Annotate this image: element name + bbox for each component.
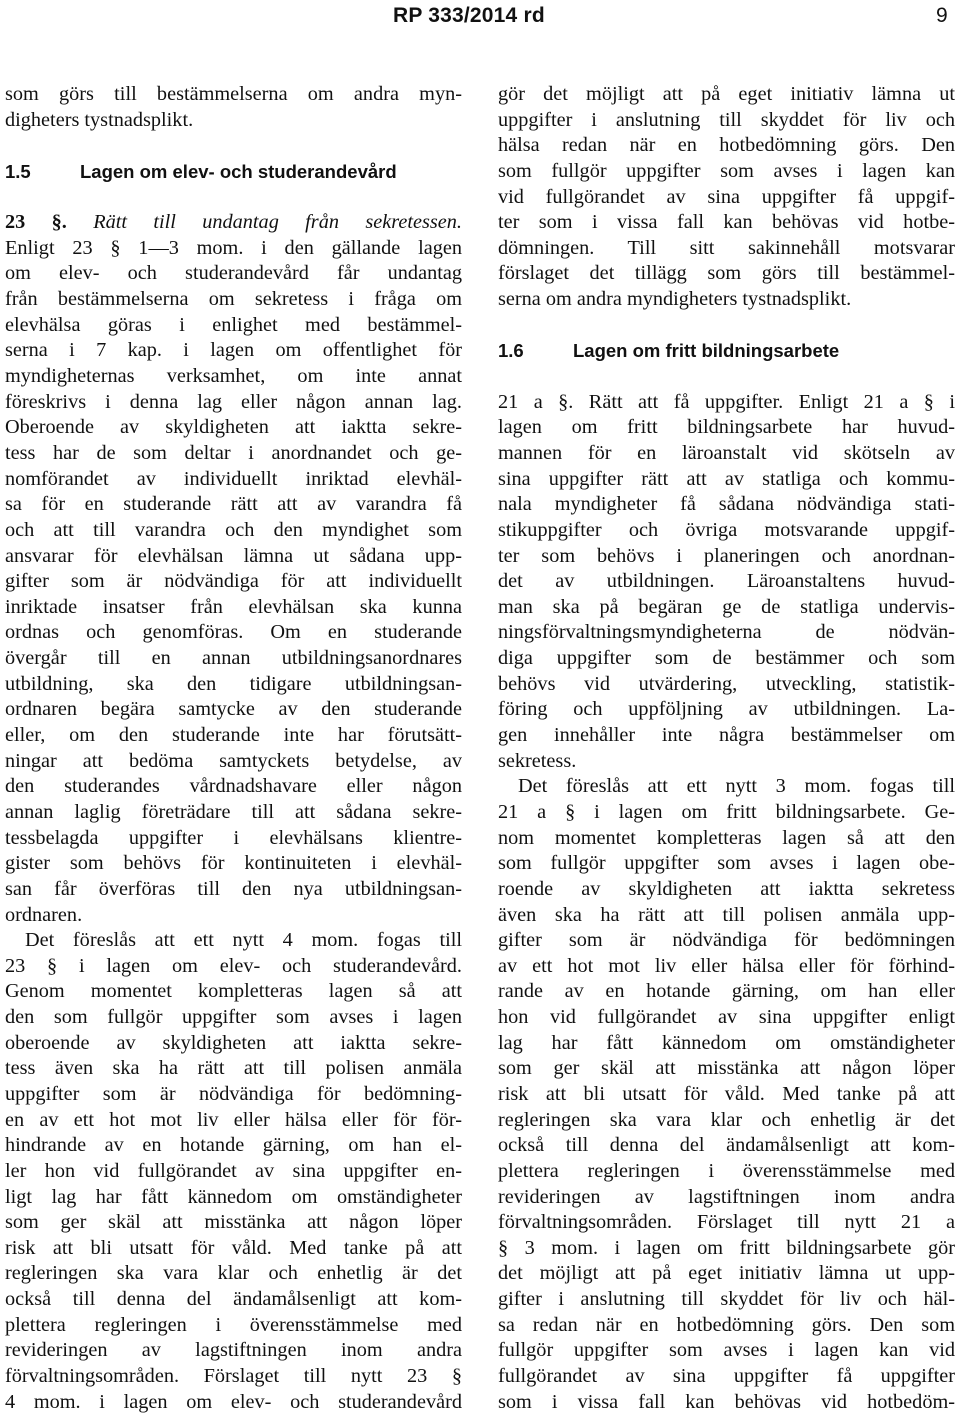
- text-line: Det föreslås att ett nytt 4 mom. fogas till: [25, 929, 462, 952]
- text-line: ligt lag har fått kännedom om omständigheter: [5, 1185, 462, 1208]
- text-line: elevhälsa göras i enlighet med bestämmel-: [5, 313, 462, 336]
- text-line: oberoende av skyldigheten att iaktta sekre-: [5, 1031, 462, 1054]
- text-line: som ger skäl att misstänka att någon löper: [5, 1211, 462, 1234]
- text-line: gör det möjligt att på eget initiativ lämna ut: [498, 83, 955, 105]
- text-line: 4 mom. i lagen om elev- och studerandevård: [5, 1390, 462, 1413]
- text-line: också till denna del ändamålsenligt att kom-: [498, 1134, 955, 1157]
- text-line: man ska på begäran ge de statliga undervis-: [498, 595, 955, 618]
- text-line: Genom momentet kompletteras lagen så att: [5, 980, 462, 1003]
- text-line: gifter som är nödvändiga för bedömningen: [498, 929, 955, 952]
- text-line: ter som behövs i planeringen och anordnan-: [498, 544, 955, 567]
- text-line: hindrande av en hotande gärning, om han el-: [5, 1134, 462, 1157]
- page-number: 9: [936, 4, 948, 27]
- text-line: [5, 210, 462, 236]
- text-line: det av utbildningen. Läroanstaltens huvud-: [498, 570, 955, 593]
- text-line: ordnaren.: [5, 903, 83, 926]
- text-line: risk att bli utsatt för våld. Med tanke på att: [498, 1082, 955, 1105]
- text-line: nom momentet kompletteras lagen så att den: [498, 826, 955, 849]
- section-number: 1.6: [498, 340, 524, 362]
- text-line: san får överföras till den nya utbildningsan-: [5, 877, 462, 900]
- text-line: revideringen av lagstiftningen inom andra: [498, 1185, 955, 1208]
- text-line: tess även ska ha rätt att till polisen anmäla: [5, 1057, 462, 1080]
- section-title: Lagen om elev- och studerandevård: [80, 160, 397, 182]
- blank-line: [5, 133, 462, 159]
- text-line: sa för en studerande rätt att av varandra få: [5, 493, 462, 516]
- text-line: ordnaren begära samtycke av den studerande: [5, 698, 462, 721]
- text-line: som i vissa fall kan behövas vid hotbedöm-: [498, 1390, 955, 1413]
- text-line: Oberoende av skyldigheten att iaktta sekre-: [5, 416, 462, 439]
- text-line: förvaltningsområden. Förslaget till nytt 23 §: [5, 1365, 462, 1388]
- paragraph-number: 23 §.: [5, 211, 67, 234]
- document-title: RP 333/2014 rd: [393, 4, 545, 27]
- text-line: ler hon vid fullgörandet av sina uppgifter en-: [5, 1159, 462, 1182]
- text-line: stikuppgifter och övriga motsvarande uppgif-: [498, 518, 955, 541]
- text-line: sina uppgifter rätt att av statliga och kommu-: [498, 467, 955, 490]
- text-line: den som fullgör uppgifter som avses i lagen: [5, 1006, 462, 1029]
- text-line: lag har fått kännedom om omständigheter: [498, 1031, 955, 1054]
- blank-line: [5, 185, 462, 211]
- text-line: från bestämmelserna om sekretess i fråga om: [5, 288, 462, 311]
- text-line: ordnas och genomföras. Om en studerande: [5, 621, 462, 644]
- text-line: uppgifter i anslutning till skyddet för liv och: [498, 108, 955, 131]
- text-line: serna i 7 kap. i lagen om offentlighet för: [5, 339, 462, 362]
- text-line: revideringen av lagstiftningen inom andra: [5, 1339, 462, 1362]
- text-line: 21 a § i lagen om fritt bildningsarbete. Ge-: [498, 800, 955, 823]
- text-line: § 3 mom. i lagen om fritt bildningsarbete gör: [498, 1236, 955, 1259]
- right-column: [498, 82, 955, 1415]
- text-line: det möjligt att på eget initiativ lämna ut upp-: [498, 1262, 955, 1285]
- text-line: som ger skäl att misstänka att någon löper: [498, 1057, 955, 1080]
- text-line: myndigheternas verksamhet, om inte annat: [5, 365, 462, 388]
- text-line: risk att bli utsatt för våld. Med tanke på att: [5, 1236, 462, 1259]
- text-line: ansvarar för elevhälsan lämna ut sådana upp-: [5, 544, 462, 567]
- text-line: av ett hot mot liv eller hälsa eller för förhind-: [498, 954, 955, 977]
- section-heading: [498, 338, 955, 364]
- text-line: plettera regleringen i överensstämmelse med: [498, 1159, 955, 1182]
- paragraph-title: Rätt till undantag från sekretessen.: [66, 211, 462, 234]
- text-line: övergår till en annan utbildningsanordnares: [5, 647, 462, 670]
- text-line: om elev- och studerandevård får undantag: [5, 262, 462, 285]
- text-line: roende av skyldigheten att iaktta sekretess: [498, 877, 955, 900]
- text-line: som fullgör uppgifter som avses i lagen obe-: [498, 852, 955, 875]
- text-line: ningsförvaltningsmyndigheterna de nödvän-: [498, 621, 955, 644]
- text-line: gen innehåller inte några bestämmelser om: [498, 724, 955, 747]
- text-line: annan laglig företrädare till att sådana sekre-: [5, 800, 462, 823]
- text-line: digheters tystnadsplikt.: [5, 108, 194, 131]
- text-line: föring och uppföljning av utbildningen. La-: [498, 698, 955, 721]
- text-line: föreskrivs i denna lag eller någon annan lag.: [5, 390, 462, 413]
- text-line: regleringen ska vara klar och enhetlig är det: [5, 1262, 462, 1285]
- section-heading: [5, 159, 462, 185]
- text-line: som fullgör uppgifter som avses i lagen kan: [498, 159, 955, 182]
- text-line: hon vid fullgörandet av sina uppgifter enligt: [498, 1006, 955, 1029]
- text-line: gister som behövs för kontinuiteten i elevhäl-: [5, 852, 462, 875]
- text-line: lagen om fritt bildningsarbete har huvud-: [498, 416, 955, 439]
- text-line: fullgörandet av sina uppgifter få uppgifter: [498, 1365, 955, 1388]
- text-line: som görs till bestämmelserna om andra myn-: [5, 83, 462, 105]
- text-line: tessbelagda uppgifter i elevhälsans klientre-: [5, 826, 462, 849]
- text-line: ter som i vissa fall kan behövas vid hotbe-: [498, 211, 955, 234]
- text-line: och att till varandra och den myndighet som: [5, 518, 462, 541]
- text-line: förslaget det tillägg som görs till bestämmel-: [498, 262, 955, 285]
- text-line: serna om andra myndigheters tystnadsplikt.: [498, 288, 852, 311]
- section-title: Lagen om fritt bildningsarbete: [573, 340, 840, 362]
- section-number: 1.5: [5, 160, 31, 182]
- text-line: en av ett hot mot liv eller hälsa eller för för-: [5, 1108, 462, 1131]
- text-line: inriktade insatser från elevhälsan ska kunna: [5, 595, 462, 618]
- text-line: 23 § i lagen om elev- och studerandevård.: [5, 954, 462, 977]
- text-line: vid fullgörandet av sina uppgifter få uppgif-: [498, 185, 955, 208]
- text-line: hälsa redan när en hotbedömning görs. Den: [498, 134, 955, 157]
- text-line: tess har de som deltar i anordnandet och ge-: [5, 441, 462, 464]
- text-line: fullgör uppgifter som avses i lagen kan vid: [498, 1339, 955, 1362]
- text-line: 21 a §. Rätt att få uppgifter. Enligt 21 a § i: [498, 390, 955, 413]
- text-line: behövs vid utvärdering, utveckling, statistik-: [498, 672, 955, 695]
- text-line: plettera regleringen i överensstämmelse med: [5, 1313, 462, 1336]
- text-line: den studerandes vårdnadshavare eller någon: [5, 775, 462, 798]
- text-line: mannen för en läroanstalt vid skötseln av: [498, 441, 955, 464]
- text-line: Enligt 23 § 1—3 mom. i den gällande lagen: [5, 236, 462, 259]
- text-line: också till denna del ändamålsenligt att kom-: [5, 1288, 462, 1311]
- text-line: regleringen ska vara klar och enhetlig är det: [498, 1108, 955, 1131]
- text-line: sekretess.: [498, 749, 577, 772]
- text-line: nomförandet av individuellt inriktad elevhäl-: [5, 467, 462, 490]
- left-column: [5, 82, 462, 1415]
- text-line: förvaltningsområden. Förslaget till nytt 21 a: [498, 1211, 955, 1234]
- text-line: utbildning, ska den tidigare utbildningsan-: [5, 672, 462, 695]
- page-header: [0, 4, 960, 34]
- text-line: gifter i anslutning till skyddet för liv och häl-: [498, 1288, 955, 1311]
- text-line: även ska ha rätt att till polisen anmäla upp-: [498, 903, 955, 926]
- text-line: eller, om den studerande inte har förutsätt-: [5, 724, 462, 747]
- text-line: Det föreslås att ett nytt 3 mom. fogas till: [518, 775, 955, 798]
- blank-line: [498, 313, 955, 339]
- text-line: gifter som är nödvändiga för att individuellt: [5, 570, 462, 593]
- blank-line: [498, 364, 955, 390]
- text-line: ningar att bedöma samtyckets betydelse, av: [5, 749, 462, 772]
- text-line: dömningen. Till sitt sakinnehåll motsvarar: [498, 236, 955, 259]
- text-line: diga uppgifter som de bestämmer och som: [498, 647, 955, 670]
- text-line: nala myndigheter få sådana nödvändiga stati-: [498, 493, 955, 516]
- text-line: rande av en hotande gärning, om han eller: [498, 980, 955, 1003]
- text-line: sa redan när en hotbedömning görs. Den som: [498, 1313, 955, 1336]
- text-line: uppgifter som är nödvändiga för bedömning-: [5, 1082, 462, 1105]
